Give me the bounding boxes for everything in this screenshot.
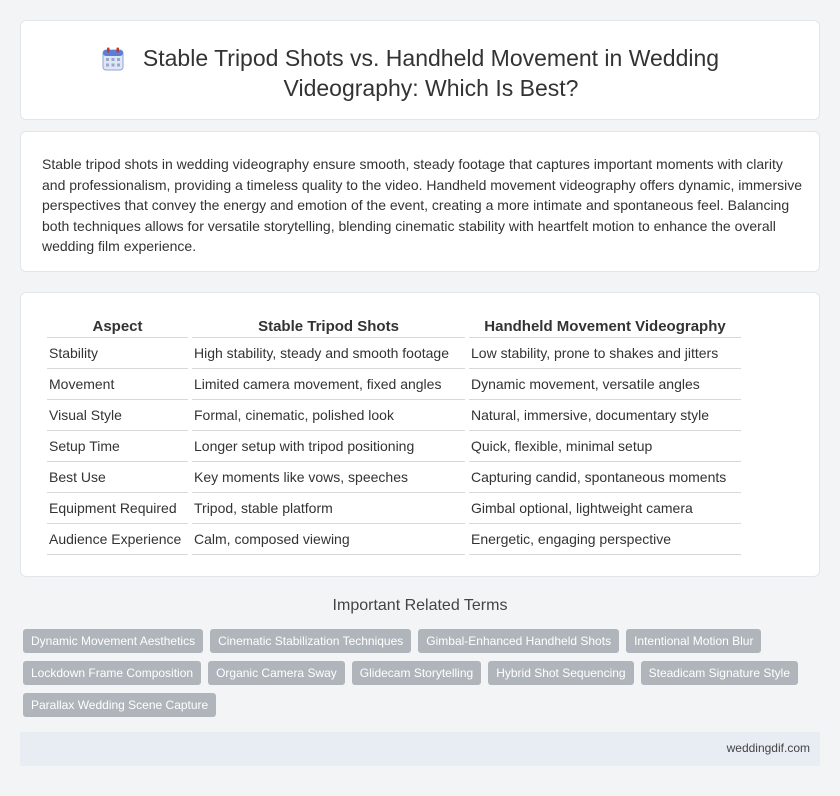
related-term-tag[interactable]: Glidecam Storytelling <box>352 661 481 685</box>
related-term-tag[interactable]: Lockdown Frame Composition <box>23 661 201 685</box>
related-term-tag[interactable]: Hybrid Shot Sequencing <box>488 661 633 685</box>
related-term-tag[interactable]: Parallax Wedding Scene Capture <box>23 693 216 717</box>
row-aspect: Visual Style <box>47 400 188 431</box>
related-term-tag[interactable]: Organic Camera Sway <box>208 661 345 685</box>
comparison-card <box>20 292 820 577</box>
summary-card <box>20 131 820 272</box>
header-handheld: Handheld Movement Videography <box>469 316 741 338</box>
related-term-tag[interactable]: Dynamic Movement Aesthetics <box>23 629 203 653</box>
row-aspect: Movement <box>47 369 188 400</box>
row-handheld: Low stability, prone to shakes and jitters <box>469 338 741 369</box>
header-aspect: Aspect <box>47 316 188 338</box>
related-term-tag[interactable]: Intentional Motion Blur <box>626 629 761 653</box>
row-tripod: Longer setup with tripod positioning <box>192 431 465 462</box>
comparison-table <box>43 316 745 555</box>
related-term-tag[interactable]: Steadicam Signature Style <box>641 661 798 685</box>
row-handheld: Quick, flexible, minimal setup <box>469 431 741 462</box>
footer-site-link[interactable]: weddingdif.com <box>726 741 810 755</box>
row-tripod: Tripod, stable platform <box>192 493 465 524</box>
row-tripod: High stability, steady and smooth footage <box>192 338 465 369</box>
row-handheld: Capturing candid, spontaneous moments <box>469 462 741 493</box>
row-aspect: Best Use <box>47 462 188 493</box>
row-handheld: Gimbal optional, lightweight camera <box>469 493 741 524</box>
table-row <box>47 400 741 431</box>
page-title: Stable Tripod Shots vs. Handheld Movement in Wedding Videography: Which Is Best? <box>142 45 720 101</box>
footer <box>20 732 820 766</box>
table-row <box>47 369 741 400</box>
table-row <box>47 524 741 555</box>
table-row <box>47 462 741 493</box>
table-row <box>47 493 741 524</box>
table-header-row <box>47 316 741 338</box>
related-term-tag[interactable]: Gimbal-Enhanced Handheld Shots <box>418 629 619 653</box>
table-row <box>47 338 741 369</box>
row-aspect: Equipment Required <box>47 493 188 524</box>
related-term-tag[interactable]: Cinematic Stabilization Techniques <box>210 629 411 653</box>
row-aspect: Audience Experience <box>47 524 188 555</box>
related-terms-list <box>23 629 803 717</box>
row-handheld: Natural, immersive, documentary style <box>469 400 741 431</box>
row-aspect: Stability <box>47 338 188 369</box>
row-handheld: Energetic, engaging perspective <box>469 524 741 555</box>
header-tripod: Stable Tripod Shots <box>192 316 465 338</box>
row-tripod: Limited camera movement, fixed angles <box>192 369 465 400</box>
row-tripod: Key moments like vows, speeches <box>192 462 465 493</box>
row-tripod: Calm, composed viewing <box>192 524 465 555</box>
row-aspect: Setup Time <box>47 431 188 462</box>
row-tripod: Formal, cinematic, polished look <box>192 400 465 431</box>
related-terms-title: Important Related Terms <box>332 597 508 614</box>
title-card <box>20 20 820 120</box>
summary-text: Stable tripod shots in wedding videography ensure smooth, steady footage that captures important moments with clarity and professionalism, providing a timeless quality to the video. Handheld movement videography offers dynamic, immersive perspectives that convey the energy and emotion of the event, creating a more intimate and spontaneous feel. Balancing both techniques allows for versatile storytelling, blending cinematic stability with heartfelt motion to enhance the overall wedding film experience. <box>42 156 803 254</box>
row-handheld: Dynamic movement, versatile angles <box>469 369 741 400</box>
table-row <box>47 431 741 462</box>
